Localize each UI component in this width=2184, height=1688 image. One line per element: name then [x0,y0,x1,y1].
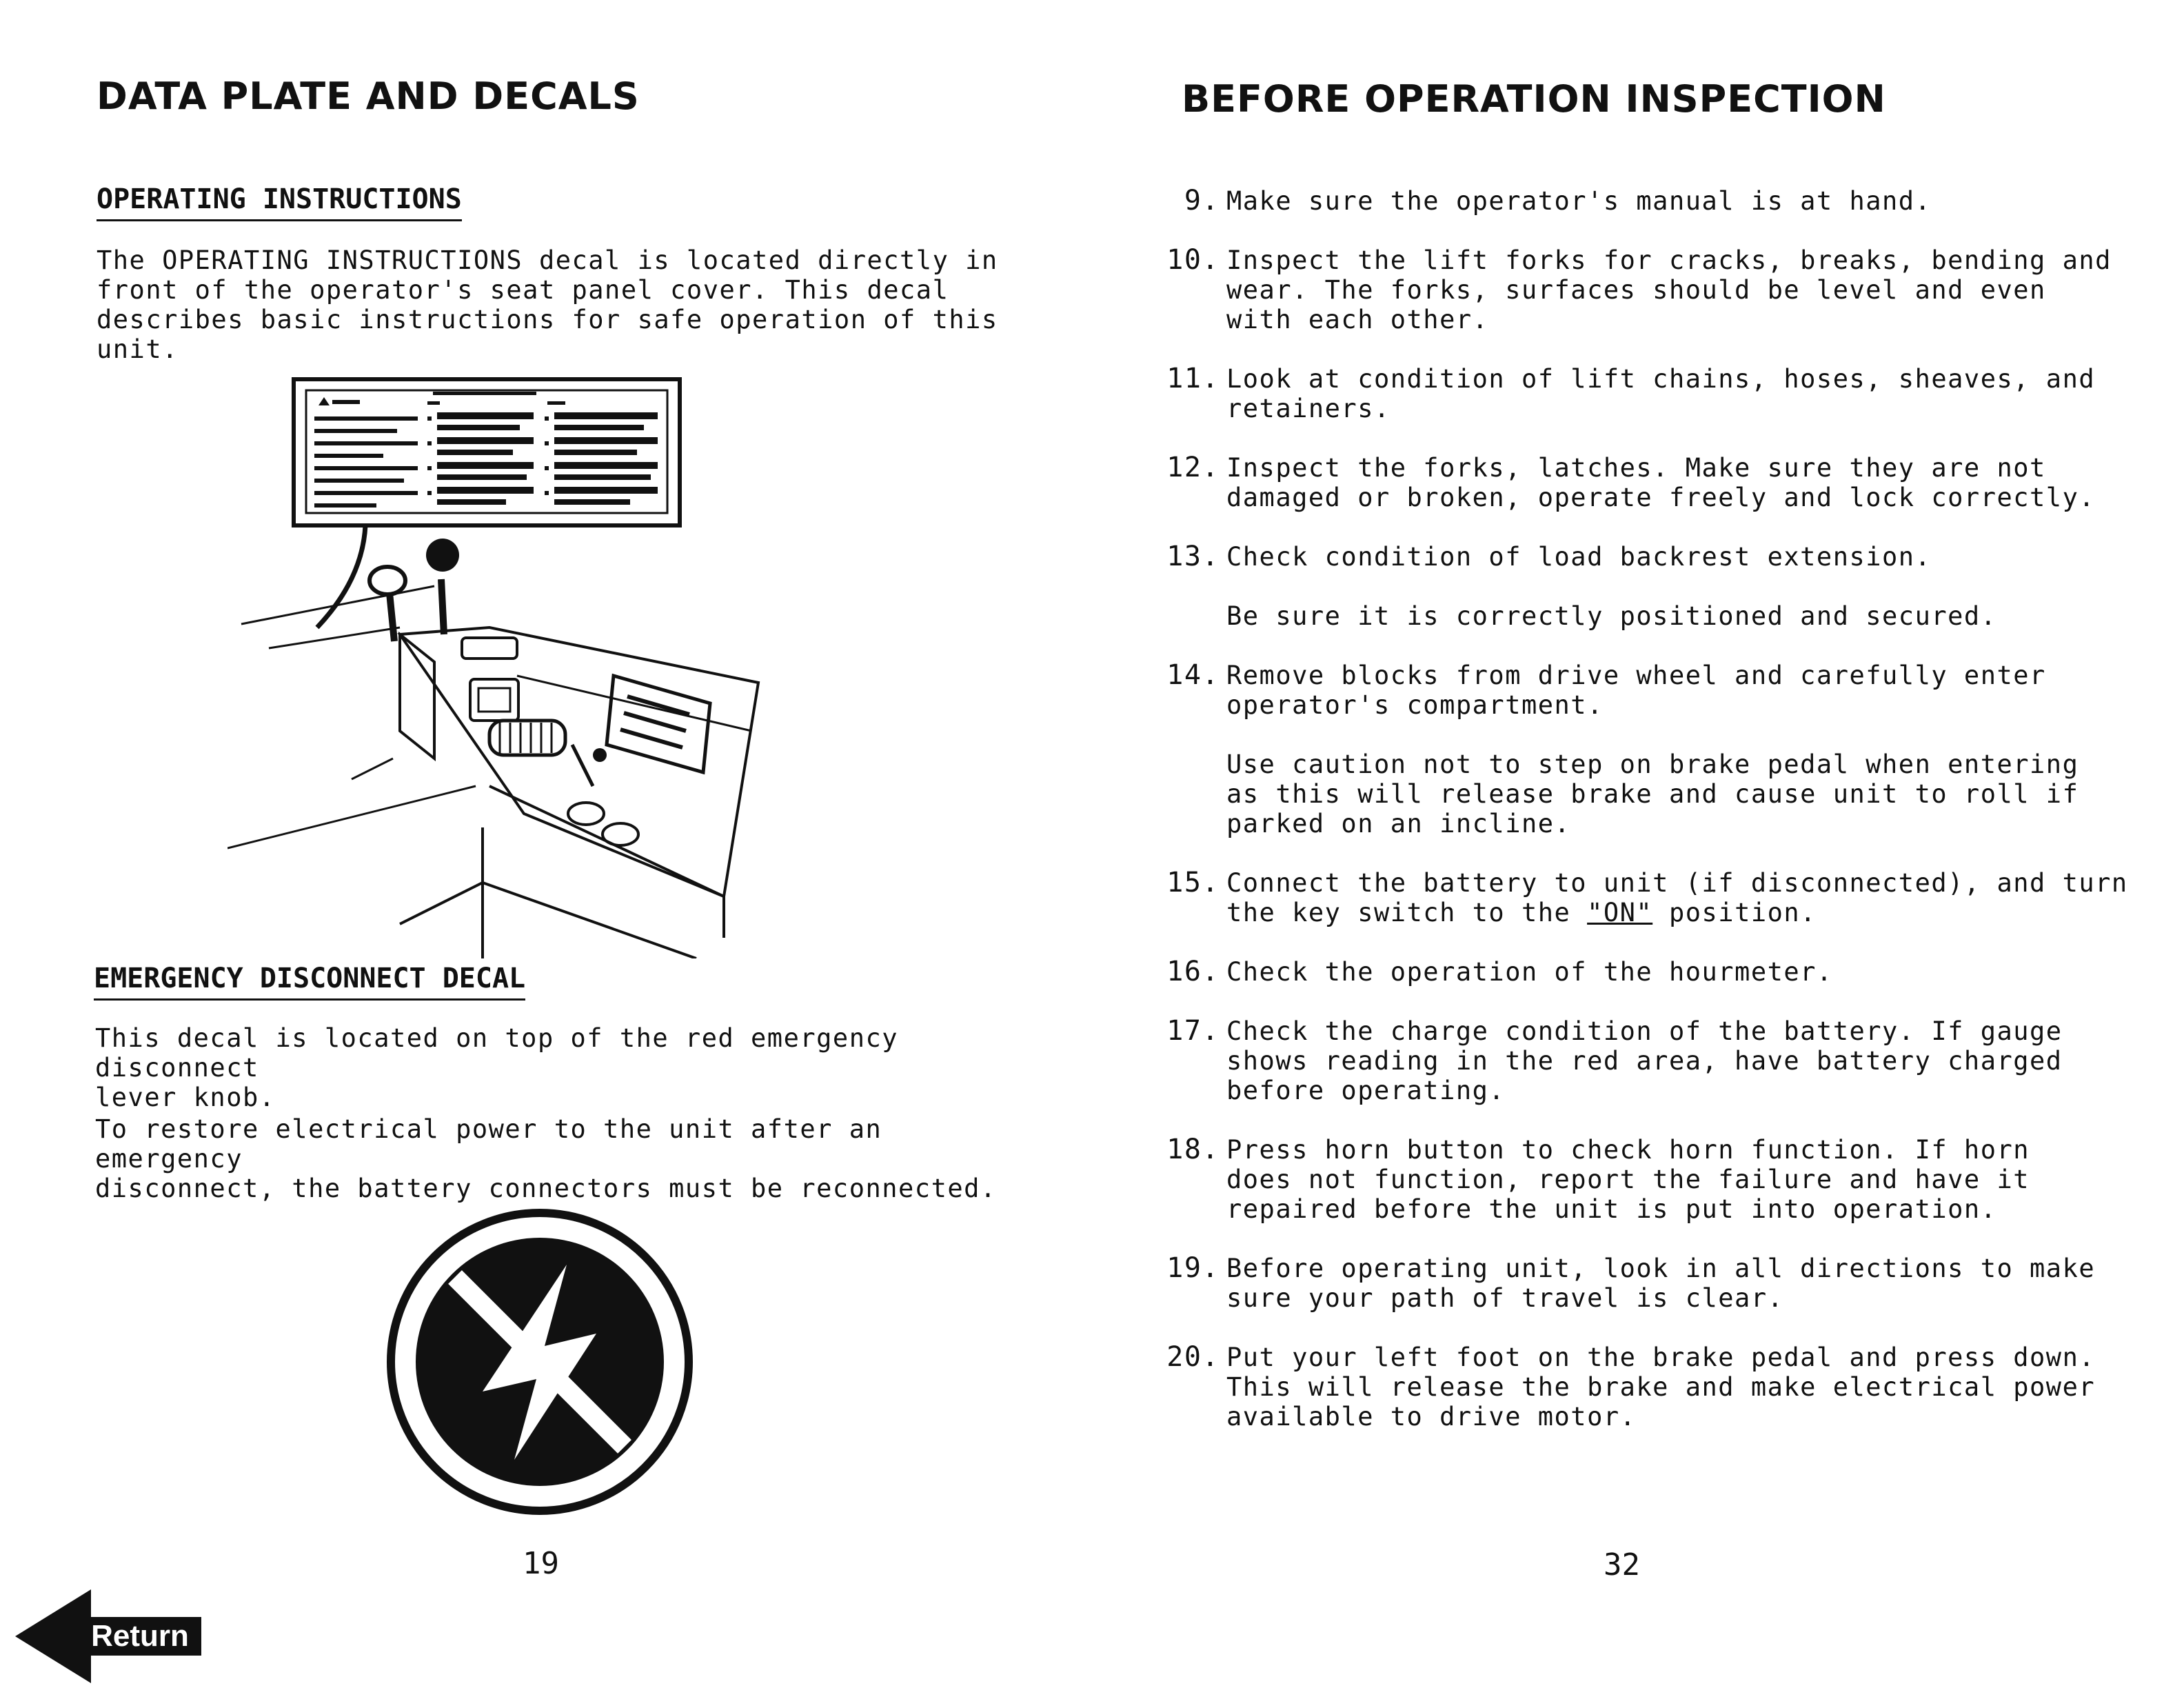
operating-instructions-decal-illustration [228,372,765,958]
section-heading-operating-instructions: OPERATING INSTRUCTIONS [97,183,462,221]
return-label: Return [91,1619,189,1653]
operating-instructions-paragraph: The OPERATING INSTRUCTIONS decal is located directly in front of the operator's seat panel cover. This decal describes basic instructions for safe operation of this unit. [97,245,998,364]
step-item [1157,364,2136,423]
inspection-steps-list [1157,186,2136,1431]
step-text: Inspect the lift forks for cracks, breaks, bending and wear. The forks, surfaces should be level and even with each other. [1226,245,2112,334]
page-title-left: DATA PLATE AND DECALS [97,74,640,118]
step-item [1157,186,2136,216]
step-item [1157,1343,2136,1431]
return-button[interactable] [15,1589,203,1683]
step-text-before: Connect the battery to unit (if disconnected), and turn the key switch to the [1226,868,2128,927]
step-text: Check the operation of the hourmeter. [1226,957,1833,987]
step-number: 16. [1166,956,1220,987]
emergency-disconnect-paragraph-1: This decal is located on top of the red emergency disconnect lever knob. [95,1023,899,1112]
section-heading-emergency-disconnect: EMERGENCY DISCONNECT DECAL [94,963,525,1001]
step-text: Make sure the operator's manual is at hand. [1226,186,1932,216]
step-number: 11. [1166,363,1220,394]
step-text: Before operating unit, look in all directions to make sure your path of travel is clear. [1226,1254,2096,1313]
step-item [1157,1254,2136,1313]
step-text: Inspect the forks, latches. Make sure they are not damaged or broken, operate freely and lock correctly. [1226,453,2096,512]
step-text: Look at condition of lift chains, hoses, sheaves, and retainers. [1226,364,2096,423]
step-number: 18. [1166,1134,1220,1165]
step-item [1157,957,2136,987]
step-text-after: position. [1652,898,1817,927]
step-note: Use caution not to step on brake pedal when entering as this will release brake and cause unit to roll if parked on an incline. [1226,750,2079,838]
step-item [1157,661,2136,838]
step-note: Be sure it is correctly positioned and secured. [1226,601,1997,631]
step-number: 20. [1166,1341,1220,1373]
page-title-right: BEFORE OPERATION INSPECTION [1182,77,1886,121]
step-number: 14. [1166,659,1220,691]
step-item [1157,245,2136,334]
step-text: Check the charge condition of the battery. If gauge shows reading in the red area, have battery charged before operating. [1226,1016,2063,1105]
step-text [1226,868,2136,927]
step-item [1157,1016,2136,1105]
on-position-label: "ON" [1587,898,1653,927]
step-number: 12. [1166,452,1220,483]
step-number: 15. [1166,867,1220,898]
step-item [1157,453,2136,512]
step-item [1157,542,2136,631]
step-number: 17. [1166,1015,1220,1047]
step-item [1157,1135,2136,1224]
step-number: 13. [1166,541,1220,572]
step-item [1157,868,2136,927]
step-number: 10. [1166,244,1220,276]
right-page [1092,0,2184,1688]
page-number-left: 19 [523,1546,559,1581]
step-text: Check condition of load backrest extension. [1226,542,1932,572]
page-number-right: 32 [1604,1547,1640,1582]
emergency-disconnect-symbol [386,1208,694,1516]
emergency-disconnect-paragraph-2: To restore electrical power to the unit after an emergency disconnect, the battery connectors must be reconnected. [95,1114,997,1203]
step-text: Put your left foot on the brake pedal and press down. This will release the brake and make electrical power available to drive motor. [1226,1343,2096,1431]
step-text: Remove blocks from drive wheel and carefully enter operator's compartment. [1226,661,2046,720]
step-number: 19. [1166,1252,1220,1284]
step-number: 9. [1184,185,1220,217]
step-text: Press horn button to check horn function. If horn does not function, report the failure and have it repaired before the unit is put into operation. [1226,1135,2030,1224]
